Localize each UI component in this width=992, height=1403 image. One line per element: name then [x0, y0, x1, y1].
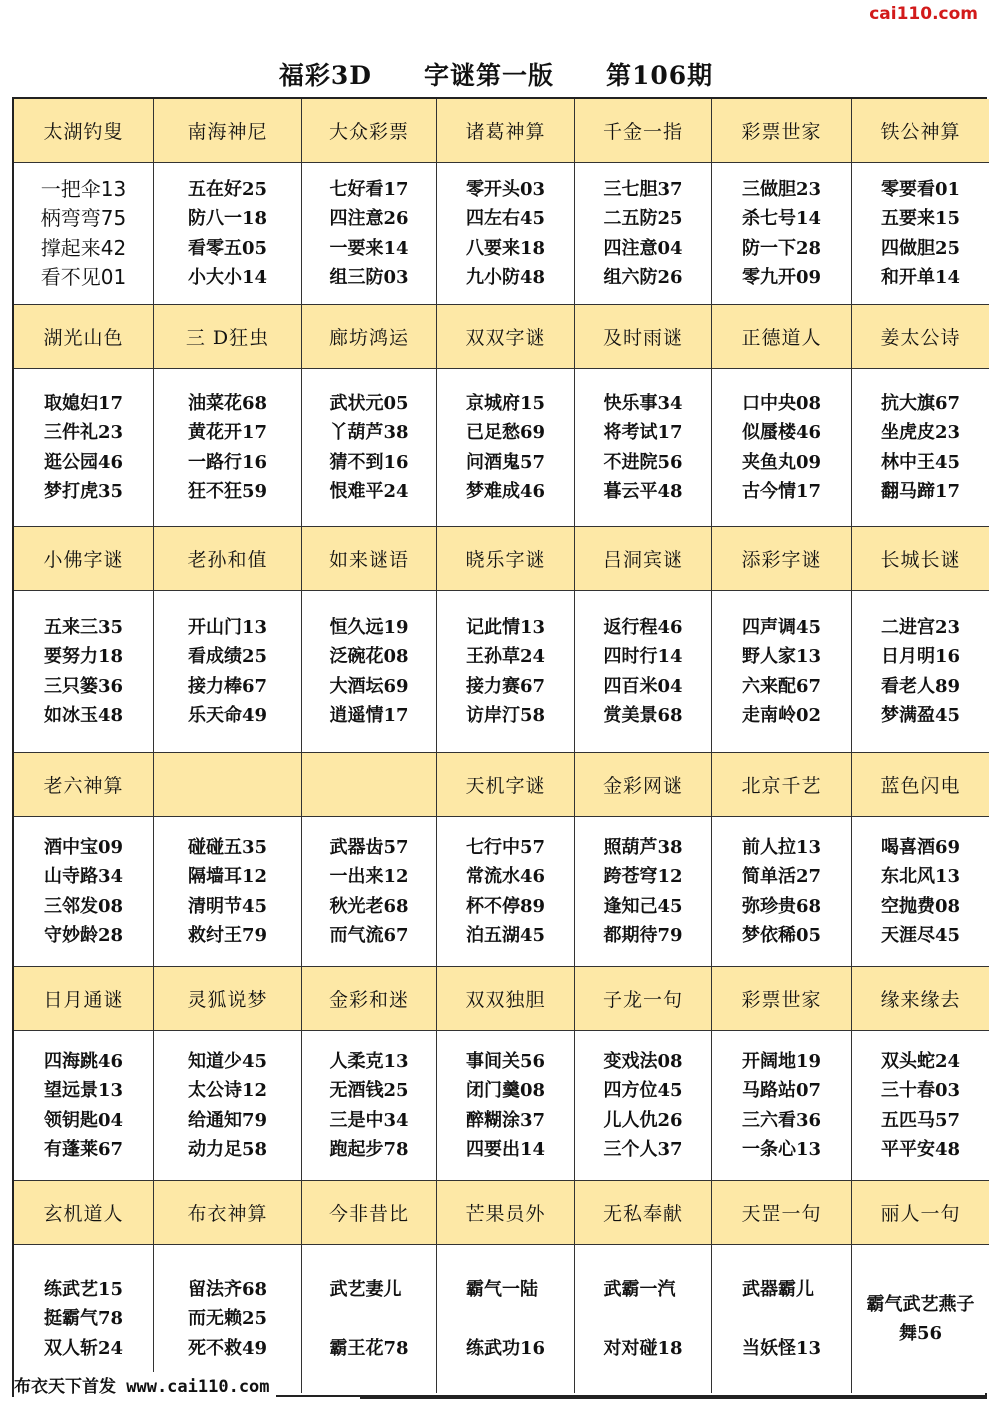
- riddle-cell: [437, 163, 575, 305]
- riddle-line: 接力赛67: [465, 675, 546, 697]
- riddle-line: 三做胆23: [741, 178, 822, 200]
- riddle-lines: [329, 833, 408, 951]
- riddle-line: 马路站07: [741, 1080, 822, 1101]
- riddle-cell: [302, 163, 437, 305]
- riddle-line: 恨难平24: [329, 481, 409, 502]
- riddle-line: 前人拉13: [741, 836, 822, 858]
- title-issue: 第106期: [605, 61, 714, 90]
- riddle-lines: [603, 389, 682, 507]
- riddle-line: 泊五湖45: [465, 925, 546, 946]
- riddle-line: 三六看36: [741, 1109, 822, 1131]
- column-header: 天机字谜: [437, 753, 575, 817]
- riddle-line: 四时行14: [603, 646, 683, 667]
- riddle-cell: [154, 1031, 302, 1181]
- riddle-lines: [742, 389, 821, 507]
- riddle-lines: [881, 389, 960, 507]
- riddle-lines: [881, 175, 960, 293]
- riddle-line: 简单活27: [741, 866, 822, 887]
- riddle-lines: [188, 389, 267, 507]
- riddle-cell: [852, 369, 989, 527]
- column-header: 老六神算: [14, 753, 154, 817]
- riddle-line: 五在好25: [187, 178, 268, 200]
- riddle-line: 武器齿57: [329, 836, 409, 858]
- title-lottery: 福彩3D: [278, 61, 372, 90]
- riddle-line: 武艺妻儿: [329, 1278, 402, 1300]
- column-header: 太湖钓叟: [14, 99, 154, 163]
- riddle-line: 泛碗花08: [329, 646, 409, 667]
- riddle-lines: [867, 1290, 975, 1349]
- riddle-lines: [466, 613, 545, 731]
- riddle-cell: [154, 369, 302, 527]
- riddle-cell: [14, 163, 154, 305]
- riddle-line: 似蜃楼46: [741, 422, 822, 443]
- riddle-cell: [302, 817, 437, 967]
- riddle-line: [466, 1304, 545, 1334]
- riddle-line: 给通知79: [187, 1109, 268, 1131]
- column-header: [302, 753, 437, 817]
- riddle-line: 一要来14: [329, 237, 409, 259]
- riddle-lines: [603, 1047, 682, 1165]
- riddle-line: 零开头03: [465, 178, 546, 200]
- riddle-cell: [14, 817, 154, 967]
- column-header: 添彩字谜: [712, 527, 852, 591]
- riddle-line: 和开单14: [880, 267, 961, 288]
- column-header: 长城长谜: [852, 527, 989, 591]
- riddle-line: 组三防03: [329, 267, 409, 288]
- riddle-cell: [437, 369, 575, 527]
- riddle-cell: [852, 817, 989, 967]
- riddle-line: 照葫芦38: [603, 836, 683, 858]
- riddle-lines: [41, 175, 126, 293]
- riddle-line: 霸气一陆: [465, 1278, 538, 1300]
- riddle-cell: [302, 591, 437, 753]
- riddle-line: 看不见01: [40, 265, 127, 289]
- riddle-line: 无酒钱25: [329, 1080, 409, 1101]
- riddle-line: 八要来18: [465, 237, 546, 259]
- riddle-lines: [188, 613, 267, 731]
- column-header: 北京千艺: [712, 753, 852, 817]
- riddle-lines: [603, 175, 682, 293]
- riddle-line: 四注意26: [329, 208, 409, 229]
- riddle-cell: [154, 163, 302, 305]
- column-header: 彩票世家: [712, 99, 852, 163]
- riddle-cell: [14, 369, 154, 527]
- riddle-line: 练武功16: [465, 1337, 546, 1359]
- riddle-line: 开山门13: [187, 616, 268, 638]
- riddle-line: 野人家13: [741, 646, 822, 667]
- column-header: 廊坊鸿运: [302, 305, 437, 369]
- riddle-line: 舞56: [898, 1323, 943, 1344]
- riddle-lines: [881, 613, 960, 731]
- riddle-line: 梦满盈45: [880, 705, 961, 726]
- riddle-cell: [437, 1245, 575, 1393]
- riddle-line: 乐天命49: [187, 705, 268, 726]
- riddle-line: 都期待79: [603, 925, 683, 946]
- riddle-lines: [44, 1047, 123, 1165]
- riddle-line: 逢知己45: [603, 895, 683, 917]
- riddle-line: 清明节45: [187, 895, 268, 917]
- column-header: 老孙和值: [154, 527, 302, 591]
- riddle-cell: [437, 591, 575, 753]
- riddle-line: 丫葫芦38: [329, 422, 409, 443]
- riddle-lines: [742, 833, 821, 951]
- riddle-cell: [712, 1031, 852, 1181]
- column-header: 灵狐说梦: [154, 967, 302, 1031]
- riddle-line: 四注意04: [603, 237, 683, 259]
- riddle-line: [329, 1304, 408, 1334]
- column-header: 缘来缘去: [852, 967, 989, 1031]
- riddle-lines: [329, 1047, 408, 1165]
- riddle-line: 双人斩24: [43, 1337, 124, 1359]
- column-header: 如来谜语: [302, 527, 437, 591]
- riddle-line: 日月明16: [880, 646, 961, 667]
- riddle-line: 挺霸气78: [43, 1308, 124, 1330]
- riddle-line: 对对碰18: [603, 1337, 683, 1359]
- riddle-line: 六来配67: [741, 675, 822, 697]
- riddle-lines: [44, 389, 123, 507]
- riddle-line: 死不救49: [187, 1337, 268, 1359]
- riddle-line: 九小防48: [465, 267, 546, 288]
- riddle-line: 撑起来42: [40, 235, 127, 260]
- riddle-line: 京城府15: [465, 392, 546, 414]
- riddle-line: 三十春03: [880, 1080, 961, 1101]
- riddle-cell: [712, 1245, 852, 1393]
- riddle-line: 看零五05: [187, 237, 268, 259]
- riddle-line: 柄弯弯75: [40, 206, 127, 230]
- riddle-line: 四方位45: [603, 1080, 683, 1101]
- column-header: 双双独胆: [437, 967, 575, 1031]
- riddle-line: 访岸汀58: [465, 705, 546, 726]
- riddle-lines: [329, 1275, 408, 1364]
- riddle-line: 一条心13: [741, 1139, 822, 1160]
- riddle-cell: [712, 369, 852, 527]
- riddle-lines: [466, 389, 545, 507]
- riddle-line: 守妙龄28: [43, 925, 124, 946]
- riddle-cell: [712, 163, 852, 305]
- riddle-line: 而气流67: [329, 925, 409, 946]
- site-watermark: cai110.com: [869, 4, 978, 24]
- riddle-line: 救纣王79: [187, 925, 268, 946]
- riddle-line: 二五防25: [603, 208, 683, 229]
- riddle-line: 零要看01: [880, 178, 961, 200]
- riddle-line: 武霸一汽: [603, 1278, 676, 1300]
- riddle-line: 不进院56: [603, 451, 683, 473]
- riddle-line: 将考试17: [603, 422, 683, 443]
- riddle-line: 东北风13: [880, 866, 961, 887]
- column-header: 丽人一句: [852, 1181, 989, 1245]
- column-header: 金彩和迷: [302, 967, 437, 1031]
- riddle-lines: [742, 1047, 821, 1165]
- riddle-line: 变戏法08: [603, 1050, 683, 1072]
- riddle-line: 有蓬莱67: [43, 1139, 124, 1160]
- riddle-line: 知道少45: [187, 1050, 268, 1072]
- riddle-cell: [302, 369, 437, 527]
- riddle-lines: [329, 389, 408, 507]
- riddle-line: 三七胆37: [603, 178, 683, 200]
- riddle-line: 黄花开17: [187, 422, 268, 443]
- riddle-line: 儿人仇26: [603, 1109, 683, 1131]
- riddle-line: 一出来12: [329, 866, 409, 887]
- riddle-cell: [712, 591, 852, 753]
- riddle-line: 五要来15: [880, 208, 961, 229]
- riddle-line: 七好看17: [329, 178, 409, 200]
- column-header: 三 D狂虫: [154, 305, 302, 369]
- riddle-line: 梦打虎35: [43, 481, 124, 502]
- riddle-line: 山寺路34: [43, 866, 124, 887]
- column-header: 吕洞宾谜: [575, 527, 712, 591]
- riddle-line: 闭门羹08: [465, 1080, 546, 1101]
- riddle-line: 问酒鬼57: [465, 451, 546, 473]
- riddle-line: 逍遥情17: [329, 705, 409, 726]
- riddle-table: [12, 97, 987, 1397]
- riddle-lines: [742, 175, 821, 293]
- riddle-line: 林中王45: [880, 451, 961, 473]
- page-title: [0, 56, 992, 92]
- riddle-cell: [14, 1031, 154, 1181]
- riddle-line: 四要出14: [465, 1139, 546, 1160]
- riddle-line: 逛公园46: [43, 451, 124, 473]
- riddle-cell: [712, 817, 852, 967]
- riddle-line: 喝喜酒69: [880, 836, 961, 858]
- column-header: 姜太公诗: [852, 305, 989, 369]
- riddle-line: 二进宫23: [880, 616, 961, 638]
- riddle-line: 四左右45: [465, 208, 546, 229]
- column-header: 天罡一句: [712, 1181, 852, 1245]
- riddle-line: 四海跳46: [43, 1050, 124, 1072]
- riddle-line: 杀七号14: [741, 208, 822, 229]
- column-header: 晓乐字谜: [437, 527, 575, 591]
- riddle-cell: [302, 1245, 437, 1393]
- riddle-line: 恒久远19: [329, 616, 409, 638]
- column-header: 蓝色闪电: [852, 753, 989, 817]
- riddle-line: 武器霸儿: [741, 1278, 814, 1300]
- riddle-line: 要努力18: [43, 646, 124, 667]
- riddle-line: 取媳妇17: [43, 392, 124, 414]
- riddle-line: 而无赖25: [187, 1308, 268, 1330]
- riddle-cell: [852, 591, 989, 753]
- riddle-line: 防八一18: [187, 208, 268, 229]
- riddle-line: 三只篓36: [43, 675, 124, 697]
- riddle-cell: [575, 591, 712, 753]
- riddle-cell: [302, 1031, 437, 1181]
- riddle-line: 太公诗12: [187, 1080, 268, 1101]
- title-edition: 字谜第一版: [423, 61, 554, 90]
- column-header: 铁公神算: [852, 99, 989, 163]
- riddle-line: 油菜花68: [187, 392, 268, 414]
- riddle-line: 三邻发08: [43, 895, 124, 917]
- riddle-line: 坐虎皮23: [880, 422, 961, 443]
- riddle-line: 夹鱼丸09: [741, 451, 822, 473]
- column-header: 子龙一句: [575, 967, 712, 1031]
- riddle-line: 武状元05: [329, 392, 409, 414]
- riddle-lines: [188, 833, 267, 951]
- riddle-lines: [466, 175, 545, 293]
- riddle-line: 碰碰五35: [187, 836, 268, 858]
- riddle-lines: [603, 833, 682, 951]
- column-header: 南海神尼: [154, 99, 302, 163]
- riddle-line: 四声调45: [741, 616, 822, 638]
- riddle-line: 双头蛇24: [880, 1050, 961, 1072]
- riddle-line: 赏美景68: [603, 705, 683, 726]
- column-header: 玄机道人: [14, 1181, 154, 1245]
- riddle-cell: [575, 1245, 712, 1393]
- riddle-line: 一把伞13: [40, 176, 127, 201]
- riddle-line: 如冰玉48: [43, 705, 124, 726]
- riddle-cell: [575, 369, 712, 527]
- riddle-cell: [575, 817, 712, 967]
- riddle-line: 零九开09: [741, 267, 822, 288]
- riddle-lines: [603, 1275, 682, 1364]
- riddle-lines: [329, 175, 408, 293]
- riddle-lines: [742, 613, 821, 731]
- riddle-line: 平平安48: [880, 1139, 961, 1160]
- column-header: 无私奉献: [575, 1181, 712, 1245]
- column-header: 今非昔比: [302, 1181, 437, 1245]
- riddle-line: 口中央08: [741, 392, 822, 414]
- riddle-lines: [188, 1275, 267, 1364]
- footer-credit: 布衣天下首发 www.cai110.com: [14, 1372, 276, 1397]
- riddle-lines: [466, 1275, 545, 1364]
- riddle-line: 人柔克13: [329, 1050, 409, 1072]
- column-header: 日月通谜: [14, 967, 154, 1031]
- riddle-lines: [881, 1047, 960, 1165]
- riddle-line: 天涯尽45: [880, 925, 961, 946]
- riddle-line: 已足愁69: [465, 422, 546, 443]
- column-header: [154, 753, 302, 817]
- riddle-line: 狂不狂59: [187, 481, 268, 502]
- riddle-line: 走南岭02: [741, 705, 822, 726]
- riddle-line: 梦难成46: [465, 481, 546, 502]
- riddle-line: 当妖怪13: [741, 1337, 822, 1359]
- riddle-line: 留法齐68: [187, 1278, 268, 1300]
- column-header: 金彩网谜: [575, 753, 712, 817]
- riddle-cell: [852, 163, 989, 305]
- column-header: 诸葛神算: [437, 99, 575, 163]
- column-header: 小佛字谜: [14, 527, 154, 591]
- riddle-line: 看老人89: [880, 675, 961, 697]
- column-header: 及时雨谜: [575, 305, 712, 369]
- riddle-cell: [437, 1031, 575, 1181]
- riddle-line: 五来三35: [43, 616, 124, 638]
- riddle-line: 秋光老68: [329, 895, 409, 917]
- riddle-line: 抗大旗67: [880, 392, 961, 414]
- riddle-line: 三个人37: [603, 1139, 683, 1160]
- riddle-line: 看成绩25: [187, 646, 268, 667]
- riddle-lines: [188, 175, 267, 293]
- riddle-lines: [329, 613, 408, 731]
- riddle-lines: [603, 613, 682, 731]
- riddle-line: 四百米04: [603, 675, 683, 697]
- riddle-lines: [44, 1275, 123, 1364]
- riddle-lines: [188, 1047, 267, 1165]
- column-header: 芒果员外: [437, 1181, 575, 1245]
- riddle-lines: [44, 833, 123, 951]
- riddle-cell: [14, 591, 154, 753]
- riddle-line: 隔墙耳12: [187, 866, 268, 887]
- riddle-line: 跑起步78: [329, 1139, 409, 1160]
- riddle-line: 接力棒67: [187, 675, 268, 697]
- riddle-line: 七行中57: [465, 836, 546, 858]
- riddle-cell: [14, 1245, 154, 1393]
- riddle-line: 霸气武艺燕子: [866, 1293, 975, 1315]
- riddle-cell: [154, 817, 302, 967]
- riddle-line: 翻马蹄17: [880, 481, 961, 502]
- riddle-line: 跨苍穹12: [603, 866, 683, 887]
- riddle-line: 酒中宝09: [43, 836, 124, 858]
- riddle-lines: [466, 1047, 545, 1165]
- column-header: 大众彩票: [302, 99, 437, 163]
- riddle-line: 望远景13: [43, 1080, 124, 1101]
- riddle-line: 快乐事34: [603, 392, 683, 414]
- riddle-cell: [852, 1245, 989, 1393]
- riddle-line: 开阔地19: [741, 1050, 822, 1072]
- riddle-cell: [437, 817, 575, 967]
- riddle-line: 事间关56: [465, 1050, 546, 1072]
- riddle-line: 古今情17: [741, 481, 822, 502]
- column-header: 布衣神算: [154, 1181, 302, 1245]
- riddle-line: 王孙草24: [465, 646, 546, 667]
- riddle-line: 组六防26: [603, 267, 683, 288]
- riddle-line: 常流水46: [465, 866, 546, 887]
- riddle-line: 杯不停89: [465, 895, 546, 917]
- riddle-line: [742, 1304, 821, 1334]
- riddle-line: 醉糊涂37: [465, 1109, 546, 1131]
- riddle-line: 记此情13: [465, 616, 546, 638]
- riddle-line: 返行程46: [603, 616, 683, 638]
- riddle-line: 大酒坛69: [329, 675, 409, 697]
- riddle-cell: [154, 1245, 302, 1393]
- riddle-line: 空抛费08: [880, 895, 961, 917]
- column-header: 湖光山色: [14, 305, 154, 369]
- riddle-line: 梦依稀05: [741, 925, 822, 946]
- riddle-line: [603, 1304, 682, 1334]
- riddle-line: 弥珍贵68: [741, 895, 822, 917]
- riddle-line: 一路行16: [187, 451, 268, 473]
- riddle-line: 五匹马57: [880, 1109, 961, 1131]
- riddle-lines: [44, 613, 123, 731]
- riddle-line: 三是中34: [329, 1109, 409, 1131]
- riddle-line: 小大小14: [187, 267, 268, 288]
- riddle-line: 四做胆25: [880, 237, 961, 259]
- riddle-line: 三件礼23: [43, 422, 124, 443]
- riddle-lines: [466, 833, 545, 951]
- riddle-line: 猜不到16: [329, 451, 409, 473]
- riddle-cell: [154, 591, 302, 753]
- riddle-cell: [852, 1031, 989, 1181]
- riddle-lines: [742, 1275, 821, 1364]
- footer-rule: [360, 1397, 987, 1399]
- riddle-cell: [575, 1031, 712, 1181]
- riddle-lines: [881, 833, 960, 951]
- column-header: 正德道人: [712, 305, 852, 369]
- riddle-line: 练武艺15: [43, 1278, 124, 1300]
- riddle-line: 防一下28: [741, 237, 822, 259]
- riddle-line: 霸王花78: [329, 1337, 409, 1359]
- column-header: 千金一指: [575, 99, 712, 163]
- column-header: 彩票世家: [712, 967, 852, 1031]
- riddle-line: 动力足58: [187, 1139, 268, 1160]
- riddle-cell: [575, 163, 712, 305]
- riddle-line: 暮云平48: [603, 481, 683, 502]
- column-header: 双双字谜: [437, 305, 575, 369]
- riddle-line: 领钥匙04: [43, 1109, 124, 1131]
